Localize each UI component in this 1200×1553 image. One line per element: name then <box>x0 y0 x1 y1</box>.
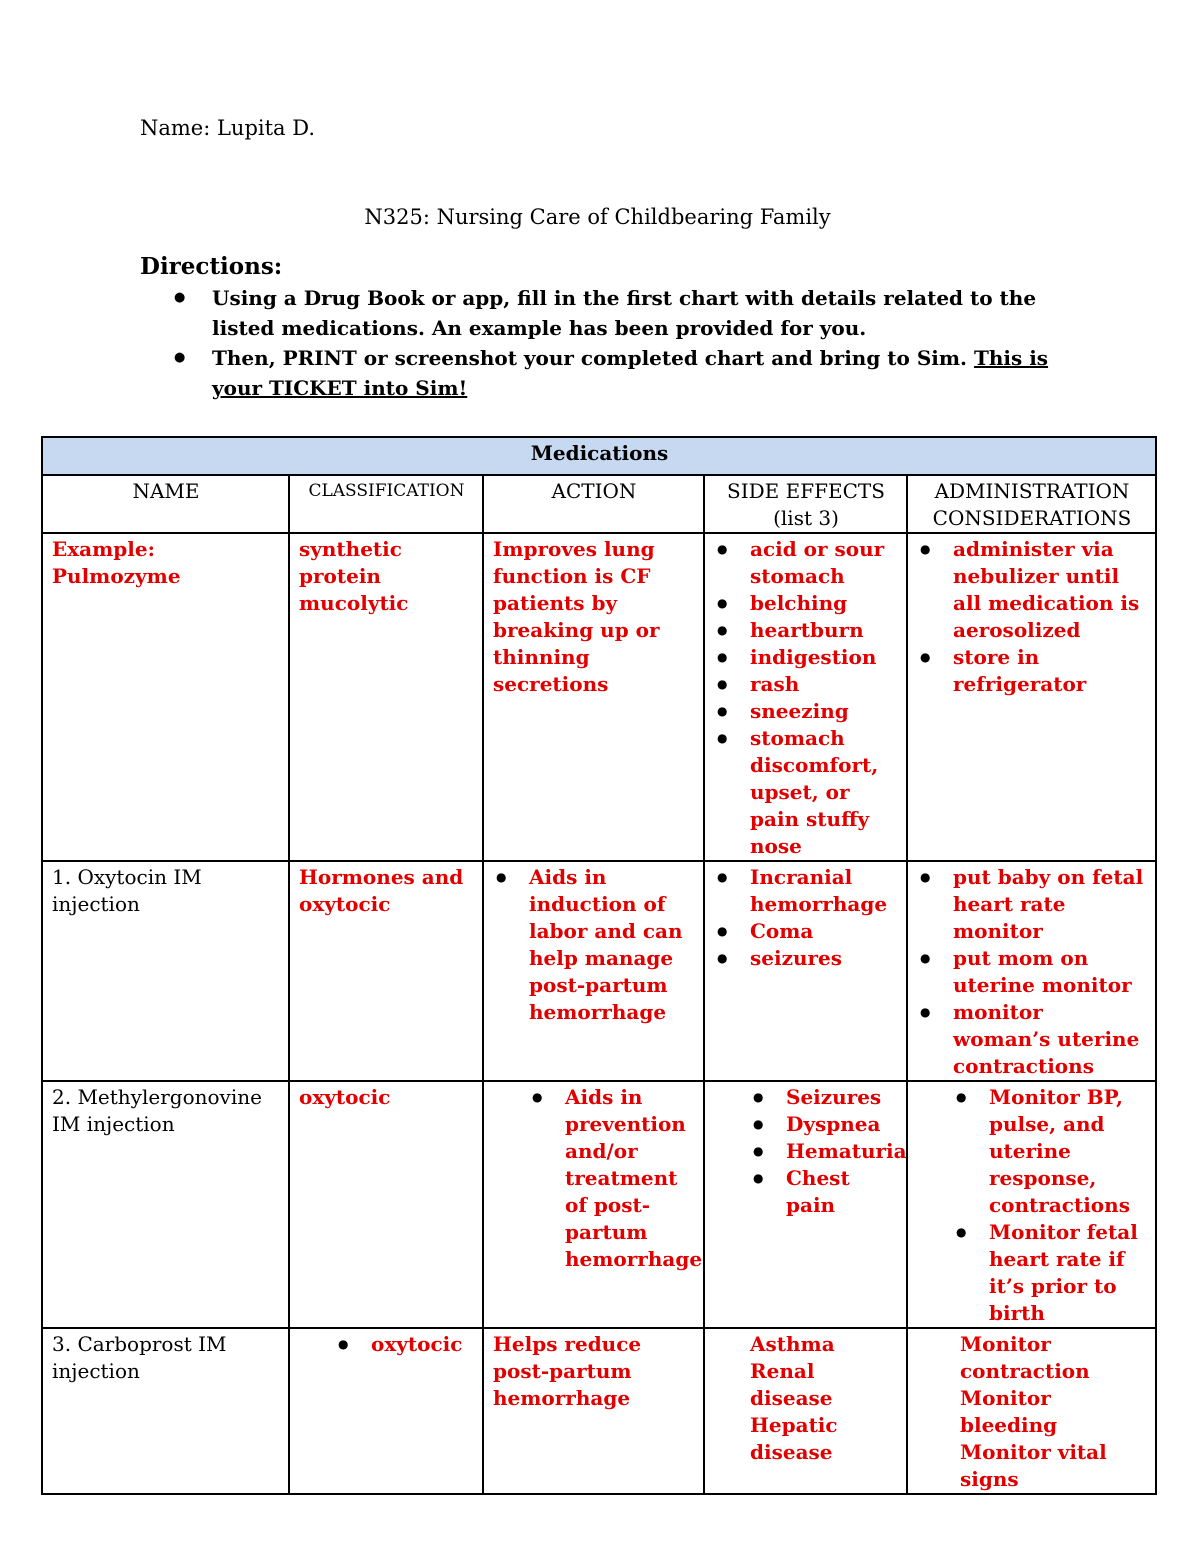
column-header-name: NAME <box>42 475 289 533</box>
cell-classification: Hormones and oxytocic <box>289 861 483 1081</box>
list-item: ● Hematuria <box>750 1138 898 1165</box>
table-title: Medications <box>42 437 1156 475</box>
column-header-side-effects: SIDE EFFECTS (list 3) <box>704 475 907 533</box>
list-item: ● administer via nebulizer until all medication is aerosolized <box>917 536 1147 644</box>
list-item: Renal disease <box>750 1359 833 1410</box>
list-item: ● monitor woman’s uterine contractions <box>917 999 1147 1080</box>
list-item: ● acid or sour stomach <box>714 536 898 590</box>
table-row <box>42 861 1156 1081</box>
list-item: Monitor vital signs <box>960 1440 1107 1491</box>
list-item: ● Monitor BP, pulse, and uterine response, contractions <box>953 1084 1147 1219</box>
list-item: Monitor contraction <box>960 1332 1090 1383</box>
directions-heading: Directions: <box>140 253 283 280</box>
cell-action: Helps reduce post-partum hemorrhage <box>483 1328 704 1494</box>
cell-administration <box>907 1328 1156 1494</box>
cell-administration <box>907 1081 1156 1328</box>
list-item: ● Aids in induction of labor and can help manage post-partum hemorrhage <box>493 864 695 1026</box>
list-item: ● Coma <box>714 918 898 945</box>
cell-action <box>483 1081 704 1328</box>
cell-administration <box>907 533 1156 861</box>
cell-classification: oxytocic <box>289 1081 483 1328</box>
list-item: ● Chest pain <box>750 1165 898 1219</box>
list-item: ● belching <box>714 590 898 617</box>
table-row <box>42 533 1156 861</box>
list-item: ● oxytocic <box>335 1331 474 1358</box>
list-item: Hepatic disease <box>750 1413 838 1464</box>
list-item: ● put baby on fetal heart rate monitor <box>917 864 1147 945</box>
cell-name: 2. Methylergonovine IM injection <box>42 1081 289 1328</box>
column-header-classification: CLASSIFICATION <box>289 475 483 533</box>
cell-action <box>483 861 704 1081</box>
student-name: Name: Lupita D. <box>140 116 316 140</box>
directions-list <box>172 283 1052 403</box>
cell-name: 1. Oxytocin IM injection <box>42 861 289 1081</box>
list-item: ● put mom on uterine monitor <box>917 945 1147 999</box>
cell-side-effects <box>704 861 907 1081</box>
cell-name: 3. Carboprost IM injection <box>42 1328 289 1494</box>
list-item: ● rash <box>714 671 898 698</box>
table-row <box>42 1081 1156 1328</box>
list-item: ● Incranial hemorrhage <box>714 864 898 918</box>
cell-administration <box>907 861 1156 1081</box>
course-title: N325: Nursing Care of Childbearing Family <box>364 205 831 229</box>
table-row <box>42 1328 1156 1494</box>
list-item: ● Monitor fetal heart rate if it’s prior to birth <box>953 1219 1147 1327</box>
direction-item: ● Then, PRINT or screenshot your completed chart and bring to Sim. This is your TICKET into Sim! <box>172 343 1052 403</box>
cell-side-effects <box>704 1081 907 1328</box>
column-header-administration: ADMINISTRATION CONSIDERATIONS <box>907 475 1156 533</box>
cell-classification: synthetic protein mucolytic <box>289 533 483 861</box>
ticket-note: This is your TICKET into Sim! <box>212 346 1049 400</box>
list-item: ● Seizures <box>750 1084 898 1111</box>
cell-side-effects <box>704 1328 907 1494</box>
direction-item: ● Using a Drug Book or app, fill in the first chart with details related to the listed medications. An example has been provided for you. <box>172 283 1052 343</box>
column-header-action: ACTION <box>483 475 704 533</box>
medications-table <box>41 436 1157 1495</box>
list-item: ● Aids in prevention and/or treatment of post-partum hemorrhage <box>529 1084 695 1273</box>
list-item: ● indigestion <box>714 644 898 671</box>
list-item: ● Dyspnea <box>750 1111 898 1138</box>
list-item: ● stomach discomfort, upset, or pain stuffy nose <box>714 725 898 860</box>
list-item: Monitor bleeding <box>960 1386 1058 1437</box>
cell-action: Improves lung function is CF patients by breaking up or thinning secretions <box>483 533 704 861</box>
list-item: ● seizures <box>714 945 898 972</box>
list-item: Asthma <box>750 1332 835 1356</box>
list-item: ● sneezing <box>714 698 898 725</box>
list-item: ● heartburn <box>714 617 898 644</box>
cell-side-effects <box>704 533 907 861</box>
list-item: ● store in refrigerator <box>917 644 1147 698</box>
cell-name: Example: Pulmozyme <box>42 533 289 861</box>
cell-classification <box>289 1328 483 1494</box>
